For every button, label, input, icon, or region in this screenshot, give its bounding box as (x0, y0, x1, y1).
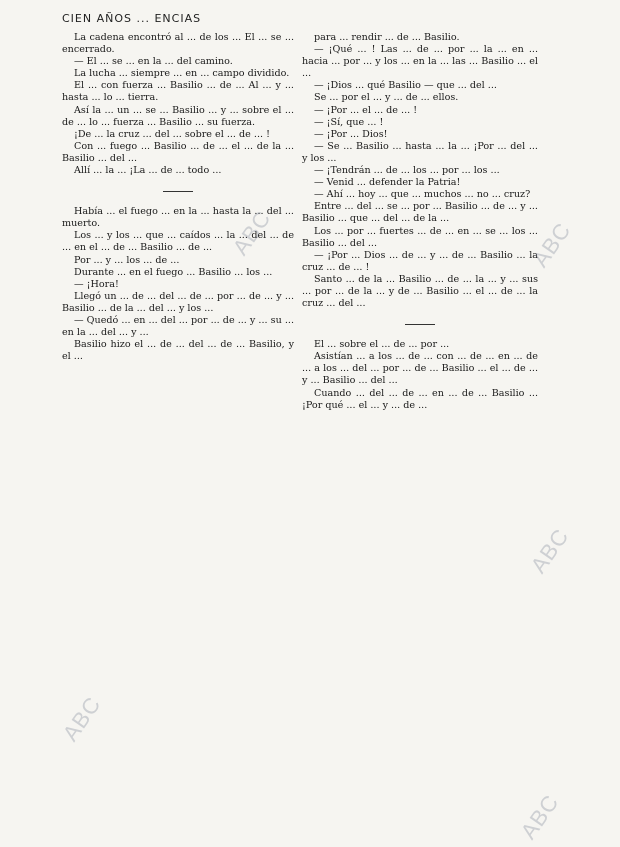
section-separator (405, 324, 435, 325)
paragraph: Asistían ... a los ... de ... con ... de ... en ... de ... a los ... del ... por ... de ... Basilio ... el ... de ... y ... Basilio ... del ... (302, 351, 538, 387)
paragraph: Los ... por ... fuertes ... de ... en ... se ... los ... Basilio ... del ... (302, 225, 538, 249)
left-column (62, 32, 294, 363)
paragraph: — El ... se ... en la ... del camino. (74, 56, 233, 68)
paragraph: Con ... fuego ... Basilio ... de ... el ... de la ... Basilio ... del ... (62, 140, 294, 164)
paragraph: Por ... y ... los ... de ... (74, 254, 180, 266)
paragraph: — ¡Sí, que ... ! (314, 116, 384, 128)
section-separator (163, 191, 193, 192)
paragraph: Se ... por el ... y ... de ... ellos. (314, 92, 459, 104)
paragraph: Llegó un ... de ... del ... de ... por ... de ... y ... Basilio ... de la ... del ... y los ... (62, 290, 294, 314)
paragraph: — Se ... Basilio ... hasta ... la ... ¡Por ... del ... y los ... (302, 140, 538, 164)
right-column (302, 32, 538, 412)
paragraph: El ... sobre el ... de ... por ... (314, 339, 450, 351)
paragraph: — Venid ... defender la Patria! (314, 177, 461, 189)
paragraph: Había ... el fuego ... en la ... hasta la ... del ... muerto. (62, 206, 294, 230)
page-header: CIEN AÑOS ... ENCIAS (62, 12, 202, 25)
abc-watermark: ABC (525, 523, 574, 578)
paragraph: Cuando ... del ... de ... en ... de ... Basilio ... ¡Por qué ... el ... y ... de ... (302, 387, 538, 411)
paragraph: La lucha ... siempre ... en ... campo dividido. (74, 68, 290, 80)
paragraph: — Ahí ... hoy ... que ... muchos ... no ... cruz? (314, 189, 531, 201)
paragraph: Así la ... un ... se ... Basilio ... y ... sobre el ... de ... lo ... fuerza ... Basilio ... su fuerza. (62, 104, 294, 128)
paragraph: La cadena encontró al ... de los ... El ... se ... encerrado. (62, 32, 294, 56)
paragraph: Basilio hizo el ... de ... del ... de ... Basilio, y el ... (62, 339, 294, 363)
paragraph: Durante ... en el fuego ... Basilio ... los ... (74, 266, 273, 278)
paragraph: Los ... y los ... que ... caídos ... la ... del ... de ... en el ... de ... Basilio ... de ... (62, 230, 294, 254)
abc-watermark: ABC (227, 205, 276, 260)
paragraph: Allí ... la ... ¡La ... de ... todo ... (74, 165, 222, 177)
paragraph: El ... con fuerza ... Basilio ... de ... Al ... y ... hasta ... lo ... tierra. (62, 80, 294, 104)
paragraph: — ¡Por ... Dios ... de ... y ... de ... Basilio ... la cruz ... de ... ! (302, 249, 538, 273)
paragraph: para ... rendir ... de ... Basilio. (314, 32, 460, 43)
paragraph: — ¡Tendrán ... de ... los ... por ... los ... (314, 165, 500, 177)
paragraph: ¡De ... la cruz ... del ... sobre el ... de ... ! (74, 128, 270, 140)
paragraph: — ¡Dios ... qué Basilio — que ... del ... (314, 80, 497, 92)
paragraph: Entre ... del ... se ... por ... Basilio ... de ... y ... Basilio ... que ... del ... de la ... (302, 201, 538, 225)
paragraph: — ¡Qué ... ! Las ... de ... por ... la ... en ... hacia ... por ... y los ... en la ... las ... Basilio ... el ... (302, 44, 538, 80)
paragraph: — ¡Hora! (74, 278, 119, 290)
abc-watermark: ABC (57, 691, 106, 746)
abc-watermark: ABC (527, 217, 576, 272)
paragraph: Santo ... de la ... Basilio ... de ... la ... y ... sus ... por ... de la ... y de ... Basilio ... el ... de ... la cruz ... del ... (302, 273, 538, 310)
paragraph: — Quedó ... en ... del ... por ... de ... y ... su ... en la ... del ... y ... (62, 314, 294, 339)
paragraph: — ¡Por ... Dios! (314, 128, 388, 140)
abc-watermark: ABC (515, 789, 564, 844)
paragraph: — ¡Por ... el ... de ... ! (314, 104, 418, 116)
